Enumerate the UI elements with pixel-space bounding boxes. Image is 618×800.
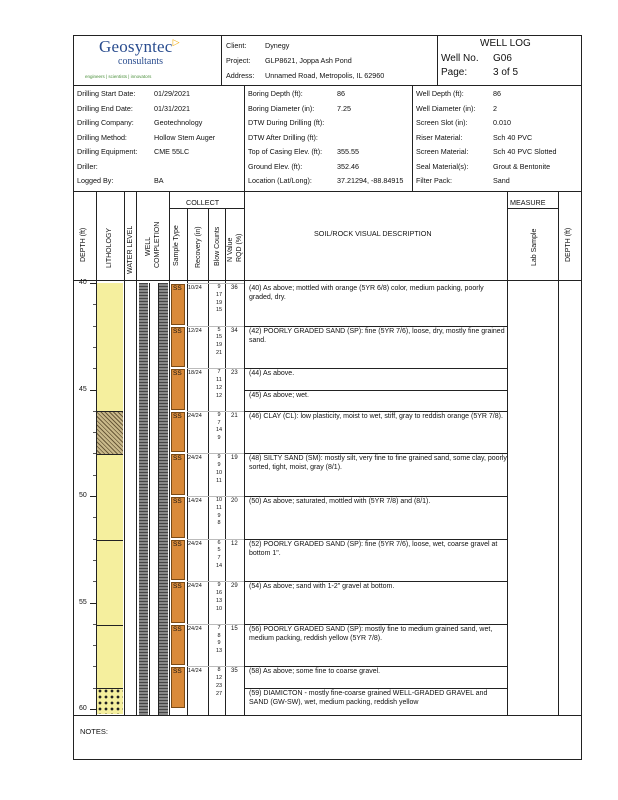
blow-counts (213, 327, 225, 358)
blow-count: 12 (215, 675, 223, 682)
n-value: 15 (231, 625, 238, 632)
description-divider (245, 411, 507, 412)
blow-counts (213, 582, 225, 613)
sample-divider (187, 453, 244, 454)
description-divider (245, 326, 507, 327)
well-riser-pipe (149, 283, 159, 715)
divider (208, 208, 209, 715)
depth-minor-tick (93, 624, 96, 625)
info-label: Ground Elev. (ft): (248, 161, 303, 171)
info-value: CME 55LC (154, 147, 190, 156)
description-divider (245, 368, 507, 369)
client-value: Dynegy (265, 41, 290, 50)
lithology-column-header: LITHOLOGY (106, 227, 113, 268)
blow-counts (213, 369, 225, 400)
depth-label: 50 (79, 492, 87, 499)
info-value: BA (154, 176, 164, 185)
divider (169, 191, 170, 715)
divider (73, 280, 582, 281)
sample-recovery: 24/24 (188, 540, 202, 547)
description-entry: (56) POORLY GRADED SAND (SP): mostly fine to medium grained sand, wet, medium packing, reddish yellow (5YR 7/8). (249, 625, 493, 642)
lab-sample-header: Lab Sample (531, 228, 538, 266)
sample-type: SS (173, 370, 182, 378)
contact-line (97, 540, 123, 541)
divider (437, 35, 438, 85)
info-label: Drilling End Date: (77, 103, 133, 113)
blow-counts (213, 412, 225, 443)
sample-recovery: 14/24 (188, 498, 202, 504)
blow-count: 9 (217, 411, 221, 418)
blow-counts-header: Blow Counts (214, 226, 221, 266)
sample-type: SS (173, 498, 182, 505)
n-value: 19 (231, 455, 238, 462)
info-label: Driller: (77, 161, 98, 171)
divider (558, 191, 559, 715)
blow-count: 5 (217, 547, 221, 554)
sample-type: SS (173, 285, 182, 292)
divider (221, 35, 222, 85)
depth-minor-tick (93, 304, 96, 305)
sample-divider (187, 411, 244, 412)
description-entry: (50) As above; saturated, mottled with (5YR 7/8) and (8/1). (249, 498, 431, 505)
sample-recovery: 24/24 (188, 412, 202, 419)
depth-minor-tick (93, 645, 96, 646)
blow-count: 11 (216, 376, 222, 383)
sample-divider (187, 539, 244, 540)
info-label: DTW After Drilling (ft): (248, 132, 318, 142)
description-divider (245, 666, 507, 667)
info-label: Well Diameter (in): (416, 103, 476, 113)
lithology-sand (97, 283, 123, 411)
depth-minor-tick (93, 368, 96, 369)
water-level-column-header: WATER LEVEL (127, 225, 134, 274)
lithology-clay (97, 411, 123, 454)
description-divider (245, 624, 507, 625)
description-divider (245, 539, 507, 540)
info-value: 01/31/2021 (154, 103, 190, 113)
sample-type: SS (173, 583, 182, 591)
info-label: Drilling Start Date: (77, 89, 136, 98)
info-label: Top of Casing Elev. (ft): (248, 147, 323, 156)
sample-type: SS (173, 412, 182, 420)
info-label: Riser Material: (416, 132, 463, 142)
contact-line (97, 688, 123, 689)
blow-count: 8 (217, 520, 221, 527)
document-title: WELL LOG (480, 38, 531, 49)
info-value: 86 (493, 89, 501, 98)
info-label: Drilling Equipment: (77, 147, 138, 156)
description-divider (245, 453, 507, 454)
sample-divider (187, 496, 244, 497)
blow-count: 27 (215, 690, 223, 697)
n-value: 36 (231, 285, 238, 291)
blow-count: 14 (215, 427, 223, 434)
project-label: Project: (226, 56, 251, 65)
blow-count: 10 (215, 605, 223, 612)
depth-minor-tick (93, 581, 96, 582)
info-value: Grout & Bentonite (493, 161, 551, 171)
well-no-label: Well No. (441, 53, 479, 64)
info-value: 2 (493, 103, 497, 113)
description-entry: (44) As above. (249, 370, 295, 378)
description-divider (245, 496, 507, 497)
blow-counts (213, 454, 225, 485)
notes-label: NOTES: (80, 727, 108, 736)
description-entry: (54) As above; sand with 1-2" gravel at bottom. (249, 583, 395, 591)
depth-right-header: DEPTH (ft) (565, 227, 572, 262)
info-value: Hollow Stem Auger (154, 132, 216, 142)
description-entry: (48) SILTY SAND (SM): mostly silt, very fine to fine grained sand, some clay, poorly sorted, tight, moist, gray (8/1). (249, 455, 507, 472)
blow-count: 19 (215, 342, 223, 349)
description-entry: (40) As above; mottled with orange (5YR 6/8) color, medium packing, poorly graded, dry. (249, 285, 484, 301)
blow-count: 7 (217, 369, 221, 376)
blow-count: 9 (217, 284, 221, 290)
company-logo-sub: consultants (118, 56, 163, 67)
blow-count: 12 (215, 384, 223, 391)
blow-count: 8 (217, 667, 221, 674)
sample-divider (187, 581, 244, 582)
depth-minor-tick (93, 411, 96, 412)
n-value: 23 (231, 370, 238, 377)
divider (169, 208, 244, 209)
address-label: Address: (226, 71, 255, 80)
depth-label: 60 (79, 705, 87, 712)
blow-counts (213, 540, 225, 571)
blow-counts (213, 625, 225, 656)
info-value: Geotechnology (154, 118, 203, 127)
depth-tick (90, 390, 96, 391)
divider (507, 208, 558, 209)
info-label: Seal Material(s): (416, 161, 469, 171)
divider (507, 191, 508, 715)
description-entry: (59) DIAMICTON - mostly fine-coarse grained WELL-GRADED GRAVEL and SAND (GW-SW), wet, medium packing, reddish yellow (249, 689, 488, 706)
blow-count: 7 (217, 624, 221, 631)
page-label: Page: (441, 67, 468, 78)
well-annulus-seal (159, 283, 168, 715)
info-label: Drilling Method: (77, 132, 127, 142)
lithology-sand (97, 454, 123, 688)
blow-count: 10 (215, 497, 223, 503)
recovery-header: Recovery (in) (195, 226, 202, 268)
address-value: Unnamed Road, Metropolis, IL 62960 (265, 71, 385, 80)
depth-tick (90, 709, 96, 710)
n-value: 20 (231, 498, 238, 504)
divider (225, 208, 226, 715)
blow-count: 19 (215, 299, 223, 306)
info-value: 7.25 (337, 103, 351, 113)
sample-type: SS (173, 625, 182, 633)
sample-type-header: Sample Type (173, 225, 180, 266)
sample-divider (187, 624, 244, 625)
description-entry: (58) As above; some fine to coarse gravel. (249, 668, 381, 676)
company-logo: Geosyntec▷ (99, 37, 180, 56)
blow-count: 8 (217, 632, 221, 639)
page-number: 3 of 5 (493, 67, 519, 78)
blow-count: 9 (217, 435, 221, 442)
info-label: Logged By: (77, 176, 114, 185)
info-label: Filter Pack: (416, 176, 452, 185)
sample-divider (187, 666, 244, 667)
rqd-header: RQD (%) (236, 233, 243, 262)
sample-type: SS (173, 668, 182, 676)
measure-header: MEASURE (510, 198, 546, 207)
blow-count: 16 (215, 589, 223, 596)
blow-counts (213, 667, 225, 698)
blow-counts (213, 497, 225, 528)
sample-divider (187, 283, 244, 284)
blow-count: 6 (217, 539, 221, 546)
info-value: 355.55 (337, 147, 359, 156)
depth-minor-tick (93, 432, 96, 433)
divider (136, 191, 137, 715)
contact-line (97, 411, 123, 412)
depth-tick (90, 603, 96, 604)
info-label: Well Depth (ft): (416, 89, 464, 98)
client-label: Client: (226, 41, 247, 50)
blow-counts (213, 284, 225, 315)
blow-count: 9 (217, 582, 221, 589)
contact-line (97, 454, 123, 455)
info-value: Sch 40 PVC Slotted (493, 147, 557, 156)
sample-divider (187, 326, 244, 327)
info-value: 352.46 (337, 161, 359, 171)
depth-tick (90, 283, 96, 284)
blow-count: 15 (215, 307, 223, 314)
depth-minor-tick (93, 517, 96, 518)
divider (73, 191, 582, 192)
blow-count: 13 (215, 597, 223, 604)
divider (412, 85, 413, 191)
collect-header: COLLECT (186, 198, 220, 207)
depth-minor-tick (93, 539, 96, 540)
contact-line (97, 625, 123, 626)
well-no-value: G06 (493, 53, 512, 64)
blow-count: 11 (216, 477, 222, 484)
blow-count: 7 (217, 555, 221, 562)
sample-recovery: 10/24 (188, 285, 202, 291)
info-label: Screen Material: (416, 147, 469, 156)
blow-count: 13 (215, 648, 223, 655)
n-value: 34 (231, 327, 238, 334)
blow-count: 12 (215, 392, 223, 399)
description-divider (245, 688, 507, 689)
depth-label: 40 (79, 279, 87, 286)
info-label: Boring Diameter (in): (248, 103, 315, 113)
description-entry: (52) POORLY GRADED SAND (SP): fine (5YR 7/6), loose, wet, coarse gravel at bottom 1". (249, 540, 498, 557)
info-label: Location (Lat/Long): (248, 176, 312, 185)
project-value: GLP8621, Joppa Ash Pond (265, 56, 352, 65)
sample-type: SS (173, 455, 182, 463)
blow-count: 11 (216, 504, 222, 511)
blow-count: 14 (215, 562, 223, 569)
sample-recovery: 14/24 (188, 668, 202, 675)
divider (73, 715, 582, 716)
depth-tick (90, 496, 96, 497)
blow-count: 9 (217, 462, 221, 469)
info-value: 86 (337, 89, 345, 98)
blow-count: 17 (215, 291, 223, 298)
info-value: Sch 40 PVC (493, 132, 533, 142)
blow-count: 10 (215, 469, 223, 476)
depth-label: 45 (79, 385, 87, 393)
depth-label: 55 (79, 598, 87, 606)
info-label: Drilling Company: (77, 118, 134, 127)
info-value: Sand (493, 176, 510, 185)
info-label: Screen Slot (in): (416, 118, 468, 127)
n-value-header: N Value (227, 237, 234, 262)
description-header: SOIL/ROCK VISUAL DESCRIPTION (314, 229, 432, 238)
sample-recovery: 24/24 (188, 625, 202, 632)
depth-minor-tick (93, 560, 96, 561)
depth-minor-tick (93, 326, 96, 327)
info-value: 0.010 (493, 118, 511, 127)
blow-count: 21 (215, 349, 223, 356)
sample-recovery: 12/24 (188, 327, 202, 334)
divider (244, 85, 245, 191)
n-value: 35 (231, 668, 238, 675)
blow-count: 9 (217, 640, 221, 647)
divider (124, 191, 125, 715)
description-entry: (42) POORLY GRADED SAND (SP): fine (5YR 7/6), loose, dry, mostly fine grained sand. (249, 327, 505, 344)
info-label: Boring Depth (ft): (248, 89, 303, 98)
well-annulus-seal (139, 283, 148, 715)
divider (73, 85, 582, 86)
depth-minor-tick (93, 688, 96, 689)
sample-recovery: 18/24 (188, 370, 202, 377)
depth-minor-tick (93, 347, 96, 348)
n-value: 29 (231, 583, 238, 590)
completion-column-header: COMPLETION (154, 221, 161, 268)
company-tagline: engineers | scientists | innovators (85, 74, 152, 79)
depth-column-header: DEPTH (ft) (80, 227, 87, 262)
blow-count: 23 (215, 682, 223, 689)
sample-recovery: 24/24 (188, 583, 202, 590)
well-column-header: WELL (145, 236, 152, 256)
sample-divider (187, 368, 244, 369)
info-label: DTW During Drilling (ft): (248, 118, 325, 127)
sample-type: SS (173, 540, 182, 548)
info-value: 37.21294, -88.84915 (337, 176, 404, 185)
description-divider (245, 390, 507, 391)
description-divider (245, 581, 507, 582)
blow-count: 7 (217, 419, 221, 426)
n-value: 21 (231, 412, 238, 419)
description-entry: (45) As above; wet. (249, 391, 309, 399)
blow-count: 9 (217, 454, 221, 461)
depth-minor-tick (93, 666, 96, 667)
lithology-diamicton (97, 688, 123, 714)
blow-count: 9 (217, 512, 221, 519)
depth-minor-tick (93, 475, 96, 476)
blow-count: 5 (217, 326, 221, 333)
n-value: 12 (231, 540, 238, 547)
blow-count: 15 (215, 334, 223, 341)
sample-type: SS (173, 327, 182, 335)
description-entry: (46) CLAY (CL): low plasticity, moist to wet, stiff, gray to reddish orange (5YR 7/8). (249, 412, 503, 420)
info-value: 01/29/2021 (154, 89, 190, 98)
sample-recovery: 24/24 (188, 455, 202, 462)
depth-minor-tick (93, 453, 96, 454)
